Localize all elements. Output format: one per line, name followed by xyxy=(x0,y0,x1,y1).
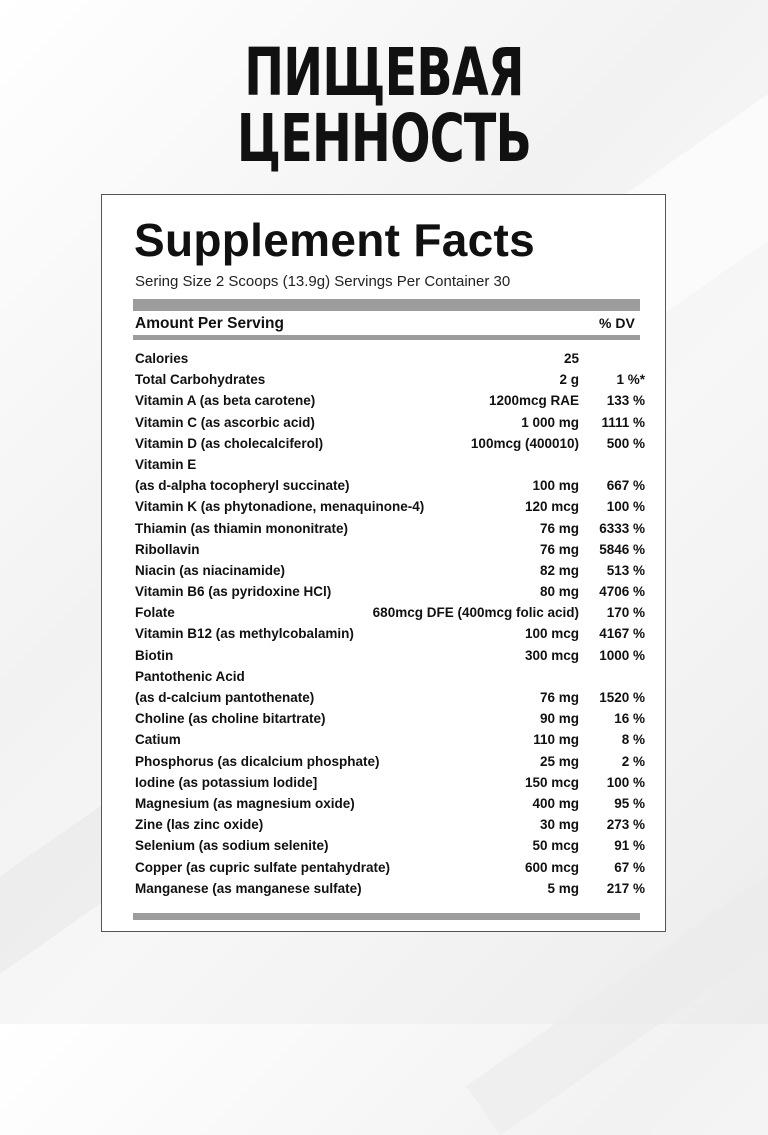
nutrient-amount: 600 mcg xyxy=(524,859,579,875)
divider-bar xyxy=(133,335,640,340)
nutrient-row xyxy=(102,413,667,434)
nutrient-row xyxy=(102,752,667,773)
nutrient-amount: 110 mg xyxy=(533,732,579,748)
nutrient-amount: 100 mcg xyxy=(524,626,579,642)
nutrient-amount: 120 mcg xyxy=(524,499,579,515)
supplement-facts-panel xyxy=(101,194,666,932)
divider-bar xyxy=(133,299,640,311)
nutrient-daily-value: 1000 % xyxy=(599,647,645,663)
nutrient-row xyxy=(102,646,667,667)
nutrient-row xyxy=(102,773,667,794)
nutrient-name: (as d-alpha tocopheryl succinate) xyxy=(135,478,350,494)
nutrient-daily-value: 91 % xyxy=(614,838,645,854)
nutrient-name: Vitamin C (as ascorbic acid) xyxy=(135,414,315,430)
nutrient-daily-value: 16 % xyxy=(614,711,645,727)
nutrient-name: Biotin xyxy=(135,647,174,663)
nutrient-row xyxy=(102,370,667,391)
nutrient-row xyxy=(102,879,667,900)
nutrient-name: Vitamin A (as beta carotene) xyxy=(135,393,316,409)
nutrient-name: Ribollavin xyxy=(135,541,200,557)
nutrient-row xyxy=(102,349,667,370)
nutrient-row xyxy=(102,603,667,624)
nutrient-amount: 1200mcg RAE xyxy=(488,393,579,409)
nutrient-amount: 150 mcg xyxy=(524,774,579,790)
nutrient-name: Vitamin E xyxy=(135,456,197,472)
nutrient-amount: 5 mg xyxy=(547,880,579,896)
nutrient-amount: 100 mg xyxy=(532,478,579,494)
nutrient-row xyxy=(102,476,667,497)
nutrient-amount: 25 mg xyxy=(539,753,579,769)
nutrient-row xyxy=(102,561,667,582)
nutrient-name: Thiamin (as thiamin mononitrate) xyxy=(135,520,349,536)
nutrient-row xyxy=(102,434,667,455)
nutrient-row xyxy=(102,794,667,815)
nutrient-name: Vitamin K (as phytonadione, menaquinone-4) xyxy=(135,499,425,515)
nutrient-amount: 300 mcg xyxy=(524,647,579,663)
nutrient-daily-value: 667 % xyxy=(606,478,645,494)
nutrient-daily-value: 95 % xyxy=(614,795,645,811)
nutrient-daily-value: 1520 % xyxy=(599,690,645,705)
nutrient-name: Copper (as cupric sulfate pentahydrate) xyxy=(135,859,391,875)
nutrient-row xyxy=(102,624,667,645)
nutrient-amount: 30 mg xyxy=(539,817,579,833)
nutrient-daily-value: 1111 % xyxy=(601,414,645,430)
nutrient-amount: 100mcg (400010) xyxy=(470,435,579,451)
nutrient-row xyxy=(102,519,667,540)
nutrient-name: Iodine (as potassium lodide] xyxy=(135,774,318,790)
nutrient-amount: 80 mg xyxy=(539,584,579,600)
nutrient-daily-value: 100 % xyxy=(606,774,645,790)
nutrient-row xyxy=(102,858,667,879)
nutrient-amount: 76 mg xyxy=(539,690,579,705)
nutrient-daily-value: 6333 % xyxy=(599,520,645,536)
nutrient-name: Vitamin B12 (as methylcobalamin) xyxy=(135,626,354,642)
nutrient-row xyxy=(102,391,667,412)
nutrient-name: Catium xyxy=(135,732,181,748)
nutrient-row xyxy=(102,582,667,603)
nutrient-name: Vitamin D (as cholecalciferol) xyxy=(135,435,324,451)
nutrient-daily-value: 217 % xyxy=(606,880,645,896)
nutrient-row xyxy=(102,836,667,857)
nutrient-amount: 680mcg DFE (400mcg folic acid) xyxy=(372,605,579,621)
nutrient-row xyxy=(102,815,667,836)
serving-info: Sering Size 2 Scoops (13.9g) Servings Per Container 30 xyxy=(135,273,511,290)
nutrient-name: Calories xyxy=(135,351,189,366)
nutrient-row xyxy=(102,497,667,518)
nutrient-amount: 76 mg xyxy=(539,541,579,557)
nutrient-name: Magnesium (as magnesium oxide) xyxy=(135,795,355,811)
nutrient-amount: 400 mg xyxy=(532,795,579,811)
nutrient-name: Zine (las zinc oxide) xyxy=(135,817,264,833)
nutrient-amount: 76 mg xyxy=(539,520,579,536)
nutrient-name: Manganese (as manganese sulfate) xyxy=(135,880,362,896)
facts-title: Supplement Facts xyxy=(134,214,535,266)
nutrient-row xyxy=(102,455,667,476)
nutrient-amount: 2 g xyxy=(559,372,579,388)
nutrient-daily-value: 5846 % xyxy=(599,541,645,557)
nutrient-row xyxy=(102,540,667,561)
nutrient-daily-value: 133 % xyxy=(606,393,645,409)
nutrient-list xyxy=(102,349,667,900)
nutrient-amount: 82 mg xyxy=(539,562,579,578)
divider-bar xyxy=(133,913,640,920)
daily-value-header: % DV xyxy=(599,315,635,331)
nutrient-daily-value: 4706 % xyxy=(599,584,645,600)
nutrient-daily-value: 500 % xyxy=(606,435,645,451)
nutrient-daily-value: 67 % xyxy=(614,859,645,875)
nutrient-name: Pantothenic Acid xyxy=(135,668,245,684)
nutrient-name: Niacin (as niacinamide) xyxy=(135,562,286,578)
nutrient-daily-value: 4167 % xyxy=(599,626,645,642)
nutrient-daily-value: 170 % xyxy=(606,605,645,621)
nutrient-daily-value: 1 %* xyxy=(616,372,645,388)
nutrient-amount: 25 xyxy=(563,351,579,366)
nutrient-daily-value: 2 % xyxy=(621,753,645,769)
nutrient-amount: 50 mcg xyxy=(532,838,579,854)
nutrient-name: Folate xyxy=(135,605,175,621)
nutrient-daily-value: 100 % xyxy=(606,499,645,515)
nutrient-amount: 90 mg xyxy=(539,711,579,727)
page-headline: ПИЩЕВАЯ ЦЕННОСТЬ xyxy=(236,34,532,177)
nutrient-daily-value: 513 % xyxy=(606,562,645,578)
amount-per-serving-header: Amount Per Serving xyxy=(135,315,284,332)
nutrient-row xyxy=(102,688,667,709)
nutrient-name: Phosphorus (as dicalcium phosphate) xyxy=(135,753,380,769)
nutrient-name: Vitamin B6 (as pyridoxine HCl) xyxy=(135,584,332,600)
nutrient-amount: 1 000 mg xyxy=(521,414,579,430)
nutrient-row xyxy=(102,709,667,730)
nutrient-row xyxy=(102,730,667,751)
nutrient-daily-value: 8 % xyxy=(621,732,645,748)
nutrient-daily-value: 273 % xyxy=(606,817,645,833)
nutrient-name: Choline (as choline bitartrate) xyxy=(135,711,326,727)
nutrient-name: Selenium (as sodium selenite) xyxy=(135,838,329,854)
nutrient-row xyxy=(102,667,667,688)
nutrient-name: (as d-calcium pantothenate) xyxy=(135,690,315,705)
nutrient-name: Total Carbohydrates xyxy=(135,372,266,388)
